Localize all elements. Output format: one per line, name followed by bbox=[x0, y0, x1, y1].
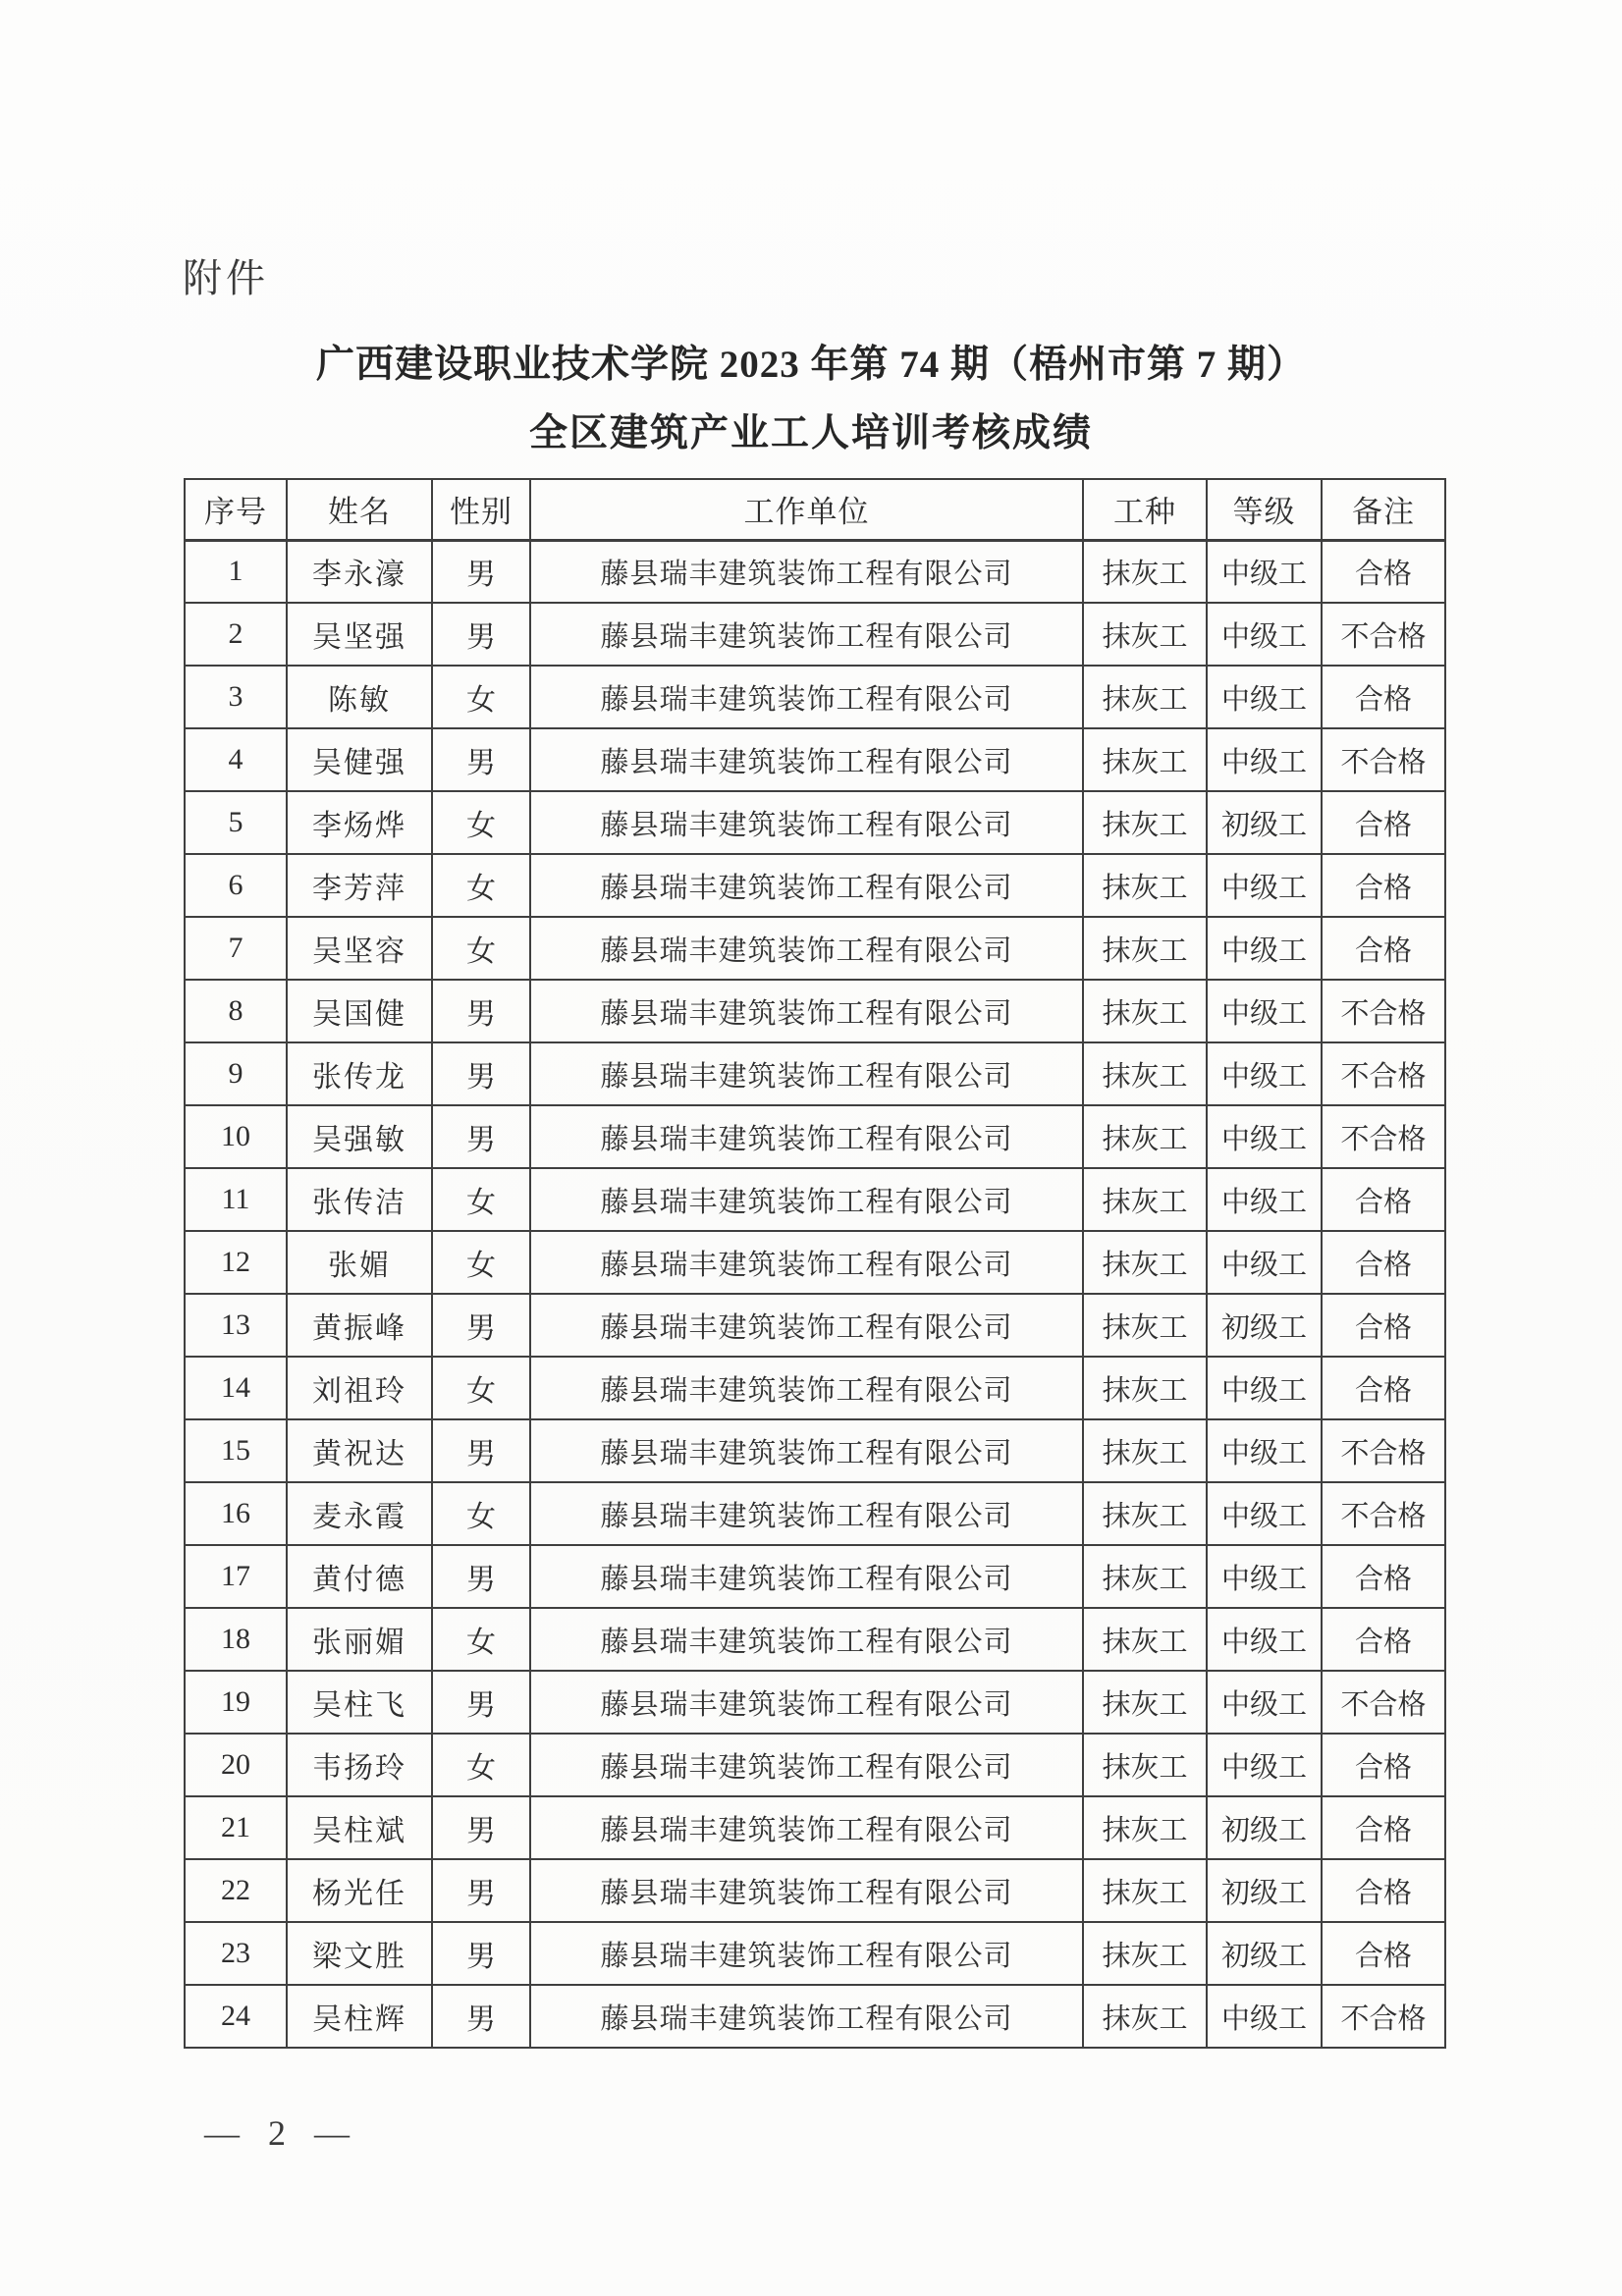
cell-gender: 女 bbox=[432, 1231, 530, 1294]
column-header-level: 等级 bbox=[1207, 479, 1322, 540]
cell-name: 麦永霞 bbox=[287, 1482, 432, 1545]
table-row bbox=[185, 666, 1445, 728]
cell-serial: 5 bbox=[185, 791, 287, 854]
cell-level: 中级工 bbox=[1207, 1671, 1322, 1734]
table-row bbox=[185, 1105, 1445, 1168]
cell-level: 中级工 bbox=[1207, 1168, 1322, 1231]
cell-job: 抹灰工 bbox=[1083, 1105, 1207, 1168]
cell-gender: 男 bbox=[432, 1796, 530, 1859]
table-row bbox=[185, 917, 1445, 980]
table-row bbox=[185, 1482, 1445, 1545]
cell-job: 抹灰工 bbox=[1083, 1545, 1207, 1608]
cell-gender: 女 bbox=[432, 1608, 530, 1671]
cell-serial: 4 bbox=[185, 728, 287, 791]
cell-job: 抹灰工 bbox=[1083, 917, 1207, 980]
cell-serial: 1 bbox=[185, 540, 287, 603]
table-row bbox=[185, 980, 1445, 1042]
cell-gender: 男 bbox=[432, 1671, 530, 1734]
table-row bbox=[185, 1419, 1445, 1482]
cell-serial: 8 bbox=[185, 980, 287, 1042]
cell-unit: 藤县瑞丰建筑装饰工程有限公司 bbox=[530, 1545, 1083, 1608]
table-row bbox=[185, 1168, 1445, 1231]
cell-gender: 男 bbox=[432, 1294, 530, 1357]
cell-job: 抹灰工 bbox=[1083, 1608, 1207, 1671]
cell-remark: 合格 bbox=[1322, 1734, 1445, 1796]
cell-remark: 合格 bbox=[1322, 1922, 1445, 1985]
cell-serial: 10 bbox=[185, 1105, 287, 1168]
cell-level: 中级工 bbox=[1207, 1608, 1322, 1671]
cell-serial: 21 bbox=[185, 1796, 287, 1859]
cell-remark: 不合格 bbox=[1322, 980, 1445, 1042]
cell-unit: 藤县瑞丰建筑装饰工程有限公司 bbox=[530, 603, 1083, 666]
cell-level: 中级工 bbox=[1207, 1734, 1322, 1796]
table-row bbox=[185, 603, 1445, 666]
cell-unit: 藤县瑞丰建筑装饰工程有限公司 bbox=[530, 854, 1083, 917]
cell-job: 抹灰工 bbox=[1083, 1168, 1207, 1231]
cell-gender: 男 bbox=[432, 1105, 530, 1168]
table-body bbox=[185, 540, 1445, 2048]
cell-remark: 不合格 bbox=[1322, 1985, 1445, 2048]
cell-job: 抹灰工 bbox=[1083, 791, 1207, 854]
document-title-line1: 广西建设职业技术学院 2023 年第 74 期（梧州市第 7 期） bbox=[315, 344, 1306, 386]
cell-serial: 3 bbox=[185, 666, 287, 728]
cell-name: 李芳萍 bbox=[287, 854, 432, 917]
cell-remark: 合格 bbox=[1322, 1859, 1445, 1922]
cell-level: 中级工 bbox=[1207, 603, 1322, 666]
cell-remark: 合格 bbox=[1322, 1545, 1445, 1608]
table-row bbox=[185, 1545, 1445, 1608]
cell-job: 抹灰工 bbox=[1083, 1294, 1207, 1357]
cell-gender: 女 bbox=[432, 791, 530, 854]
cell-remark: 合格 bbox=[1322, 1796, 1445, 1859]
cell-gender: 女 bbox=[432, 1482, 530, 1545]
table-header bbox=[185, 479, 1445, 540]
cell-job: 抹灰工 bbox=[1083, 1042, 1207, 1105]
cell-unit: 藤县瑞丰建筑装饰工程有限公司 bbox=[530, 1231, 1083, 1294]
table-row bbox=[185, 1294, 1445, 1357]
cell-unit: 藤县瑞丰建筑装饰工程有限公司 bbox=[530, 1042, 1083, 1105]
cell-unit: 藤县瑞丰建筑装饰工程有限公司 bbox=[530, 1357, 1083, 1419]
cell-unit: 藤县瑞丰建筑装饰工程有限公司 bbox=[530, 1922, 1083, 1985]
table-row bbox=[185, 1042, 1445, 1105]
cell-remark: 合格 bbox=[1322, 1168, 1445, 1231]
cell-unit: 藤县瑞丰建筑装饰工程有限公司 bbox=[530, 917, 1083, 980]
cell-name: 吴坚强 bbox=[287, 603, 432, 666]
cell-name: 韦扬玲 bbox=[287, 1734, 432, 1796]
cell-unit: 藤县瑞丰建筑装饰工程有限公司 bbox=[530, 980, 1083, 1042]
cell-serial: 13 bbox=[185, 1294, 287, 1357]
cell-name: 杨光任 bbox=[287, 1859, 432, 1922]
table-row bbox=[185, 1231, 1445, 1294]
cell-name: 张媚 bbox=[287, 1231, 432, 1294]
column-header-serial: 序号 bbox=[185, 479, 287, 540]
cell-name: 吴柱斌 bbox=[287, 1796, 432, 1859]
cell-serial: 6 bbox=[185, 854, 287, 917]
table-row bbox=[185, 854, 1445, 917]
cell-name: 梁文胜 bbox=[287, 1922, 432, 1985]
cell-remark: 合格 bbox=[1322, 1294, 1445, 1357]
cell-remark: 不合格 bbox=[1322, 603, 1445, 666]
cell-name: 李炀烨 bbox=[287, 791, 432, 854]
cell-unit: 藤县瑞丰建筑装饰工程有限公司 bbox=[530, 1859, 1083, 1922]
cell-gender: 女 bbox=[432, 917, 530, 980]
cell-gender: 男 bbox=[432, 1545, 530, 1608]
cell-serial: 14 bbox=[185, 1357, 287, 1419]
cell-unit: 藤县瑞丰建筑装饰工程有限公司 bbox=[530, 728, 1083, 791]
cell-name: 张传龙 bbox=[287, 1042, 432, 1105]
cell-gender: 女 bbox=[432, 1734, 530, 1796]
cell-unit: 藤县瑞丰建筑装饰工程有限公司 bbox=[530, 1105, 1083, 1168]
column-header-name: 姓名 bbox=[287, 479, 432, 540]
cell-remark: 不合格 bbox=[1322, 1105, 1445, 1168]
cell-serial: 20 bbox=[185, 1734, 287, 1796]
cell-level: 初级工 bbox=[1207, 1922, 1322, 1985]
cell-level: 中级工 bbox=[1207, 728, 1322, 791]
column-header-gender: 性别 bbox=[432, 479, 530, 540]
cell-serial: 17 bbox=[185, 1545, 287, 1608]
cell-serial: 16 bbox=[185, 1482, 287, 1545]
attachment-label: 附件 bbox=[183, 256, 269, 300]
cell-remark: 合格 bbox=[1322, 1608, 1445, 1671]
cell-remark: 不合格 bbox=[1322, 1419, 1445, 1482]
cell-unit: 藤县瑞丰建筑装饰工程有限公司 bbox=[530, 1985, 1083, 2048]
cell-gender: 女 bbox=[432, 1357, 530, 1419]
cell-serial: 12 bbox=[185, 1231, 287, 1294]
cell-job: 抹灰工 bbox=[1083, 1859, 1207, 1922]
cell-job: 抹灰工 bbox=[1083, 980, 1207, 1042]
cell-serial: 19 bbox=[185, 1671, 287, 1734]
cell-gender: 男 bbox=[432, 1985, 530, 2048]
cell-level: 中级工 bbox=[1207, 1985, 1322, 2048]
cell-unit: 藤县瑞丰建筑装饰工程有限公司 bbox=[530, 540, 1083, 603]
cell-job: 抹灰工 bbox=[1083, 1985, 1207, 2048]
cell-job: 抹灰工 bbox=[1083, 603, 1207, 666]
cell-level: 中级工 bbox=[1207, 1231, 1322, 1294]
column-header-job: 工种 bbox=[1083, 479, 1207, 540]
table-row bbox=[185, 1734, 1445, 1796]
cell-serial: 15 bbox=[185, 1419, 287, 1482]
cell-gender: 男 bbox=[432, 1419, 530, 1482]
cell-name: 吴国健 bbox=[287, 980, 432, 1042]
cell-gender: 男 bbox=[432, 980, 530, 1042]
cell-unit: 藤县瑞丰建筑装饰工程有限公司 bbox=[530, 1294, 1083, 1357]
cell-unit: 藤县瑞丰建筑装饰工程有限公司 bbox=[530, 1671, 1083, 1734]
table-row bbox=[185, 1671, 1445, 1734]
cell-name: 吴坚容 bbox=[287, 917, 432, 980]
table-row bbox=[185, 1922, 1445, 1985]
table-row bbox=[185, 728, 1445, 791]
cell-remark: 不合格 bbox=[1322, 728, 1445, 791]
cell-name: 刘祖玲 bbox=[287, 1357, 432, 1419]
cell-name: 吴柱辉 bbox=[287, 1985, 432, 2048]
cell-level: 中级工 bbox=[1207, 1482, 1322, 1545]
cell-level: 中级工 bbox=[1207, 1042, 1322, 1105]
cell-level: 初级工 bbox=[1207, 1294, 1322, 1357]
cell-level: 中级工 bbox=[1207, 1105, 1322, 1168]
cell-unit: 藤县瑞丰建筑装饰工程有限公司 bbox=[530, 1482, 1083, 1545]
column-header-remark: 备注 bbox=[1322, 479, 1445, 540]
cell-remark: 合格 bbox=[1322, 854, 1445, 917]
cell-remark: 合格 bbox=[1322, 917, 1445, 980]
cell-level: 中级工 bbox=[1207, 1357, 1322, 1419]
cell-job: 抹灰工 bbox=[1083, 666, 1207, 728]
cell-gender: 男 bbox=[432, 1042, 530, 1105]
cell-name: 李永濠 bbox=[287, 540, 432, 603]
cell-gender: 女 bbox=[432, 854, 530, 917]
cell-job: 抹灰工 bbox=[1083, 1796, 1207, 1859]
cell-gender: 男 bbox=[432, 728, 530, 791]
cell-job: 抹灰工 bbox=[1083, 854, 1207, 917]
document-title-line2: 全区建筑产业工人培训考核成绩 bbox=[528, 412, 1093, 454]
cell-serial: 24 bbox=[185, 1985, 287, 2048]
cell-remark: 不合格 bbox=[1322, 1042, 1445, 1105]
cell-level: 中级工 bbox=[1207, 917, 1322, 980]
cell-job: 抹灰工 bbox=[1083, 1482, 1207, 1545]
cell-serial: 11 bbox=[185, 1168, 287, 1231]
cell-gender: 女 bbox=[432, 666, 530, 728]
cell-unit: 藤县瑞丰建筑装饰工程有限公司 bbox=[530, 1796, 1083, 1859]
cell-job: 抹灰工 bbox=[1083, 1231, 1207, 1294]
cell-gender: 男 bbox=[432, 540, 530, 603]
page-number: — 2 — bbox=[204, 2113, 359, 2153]
cell-remark: 合格 bbox=[1322, 1231, 1445, 1294]
table-row bbox=[185, 1357, 1445, 1419]
cell-name: 黄付德 bbox=[287, 1545, 432, 1608]
cell-level: 中级工 bbox=[1207, 980, 1322, 1042]
cell-gender: 男 bbox=[432, 1859, 530, 1922]
table-row bbox=[185, 1985, 1445, 2048]
cell-gender: 男 bbox=[432, 1922, 530, 1985]
cell-serial: 22 bbox=[185, 1859, 287, 1922]
cell-serial: 18 bbox=[185, 1608, 287, 1671]
cell-job: 抹灰工 bbox=[1083, 1922, 1207, 1985]
table-row bbox=[185, 1608, 1445, 1671]
cell-unit: 藤县瑞丰建筑装饰工程有限公司 bbox=[530, 1734, 1083, 1796]
cell-remark: 合格 bbox=[1322, 540, 1445, 603]
cell-unit: 藤县瑞丰建筑装饰工程有限公司 bbox=[530, 1608, 1083, 1671]
cell-remark: 不合格 bbox=[1322, 1671, 1445, 1734]
cell-level: 中级工 bbox=[1207, 854, 1322, 917]
cell-remark: 合格 bbox=[1322, 666, 1445, 728]
cell-name: 吴强敏 bbox=[287, 1105, 432, 1168]
cell-unit: 藤县瑞丰建筑装饰工程有限公司 bbox=[530, 666, 1083, 728]
cell-level: 中级工 bbox=[1207, 540, 1322, 603]
cell-job: 抹灰工 bbox=[1083, 1671, 1207, 1734]
header-row bbox=[185, 479, 1445, 540]
cell-name: 张传洁 bbox=[287, 1168, 432, 1231]
cell-serial: 23 bbox=[185, 1922, 287, 1985]
cell-unit: 藤县瑞丰建筑装饰工程有限公司 bbox=[530, 791, 1083, 854]
cell-unit: 藤县瑞丰建筑装饰工程有限公司 bbox=[530, 1419, 1083, 1482]
cell-remark: 不合格 bbox=[1322, 1482, 1445, 1545]
cell-serial: 7 bbox=[185, 917, 287, 980]
cell-job: 抹灰工 bbox=[1083, 540, 1207, 603]
cell-serial: 2 bbox=[185, 603, 287, 666]
table-row bbox=[185, 791, 1445, 854]
cell-name: 黄振峰 bbox=[287, 1294, 432, 1357]
cell-name: 陈敏 bbox=[287, 666, 432, 728]
cell-level: 初级工 bbox=[1207, 1796, 1322, 1859]
cell-name: 吴柱飞 bbox=[287, 1671, 432, 1734]
cell-level: 中级工 bbox=[1207, 666, 1322, 728]
table-row bbox=[185, 540, 1445, 603]
cell-gender: 男 bbox=[432, 603, 530, 666]
cell-unit: 藤县瑞丰建筑装饰工程有限公司 bbox=[530, 1168, 1083, 1231]
cell-serial: 9 bbox=[185, 1042, 287, 1105]
cell-level: 中级工 bbox=[1207, 1545, 1322, 1608]
cell-level: 中级工 bbox=[1207, 1419, 1322, 1482]
cell-job: 抹灰工 bbox=[1083, 728, 1207, 791]
cell-remark: 合格 bbox=[1322, 791, 1445, 854]
cell-job: 抹灰工 bbox=[1083, 1734, 1207, 1796]
cell-level: 初级工 bbox=[1207, 1859, 1322, 1922]
column-header-unit: 工作单位 bbox=[530, 479, 1083, 540]
cell-name: 吴健强 bbox=[287, 728, 432, 791]
results-table bbox=[184, 478, 1446, 2049]
cell-level: 初级工 bbox=[1207, 791, 1322, 854]
table-row bbox=[185, 1859, 1445, 1922]
cell-job: 抹灰工 bbox=[1083, 1357, 1207, 1419]
cell-gender: 女 bbox=[432, 1168, 530, 1231]
cell-name: 张丽媚 bbox=[287, 1608, 432, 1671]
cell-job: 抹灰工 bbox=[1083, 1419, 1207, 1482]
table-row bbox=[185, 1796, 1445, 1859]
cell-remark: 合格 bbox=[1322, 1357, 1445, 1419]
cell-name: 黄祝达 bbox=[287, 1419, 432, 1482]
